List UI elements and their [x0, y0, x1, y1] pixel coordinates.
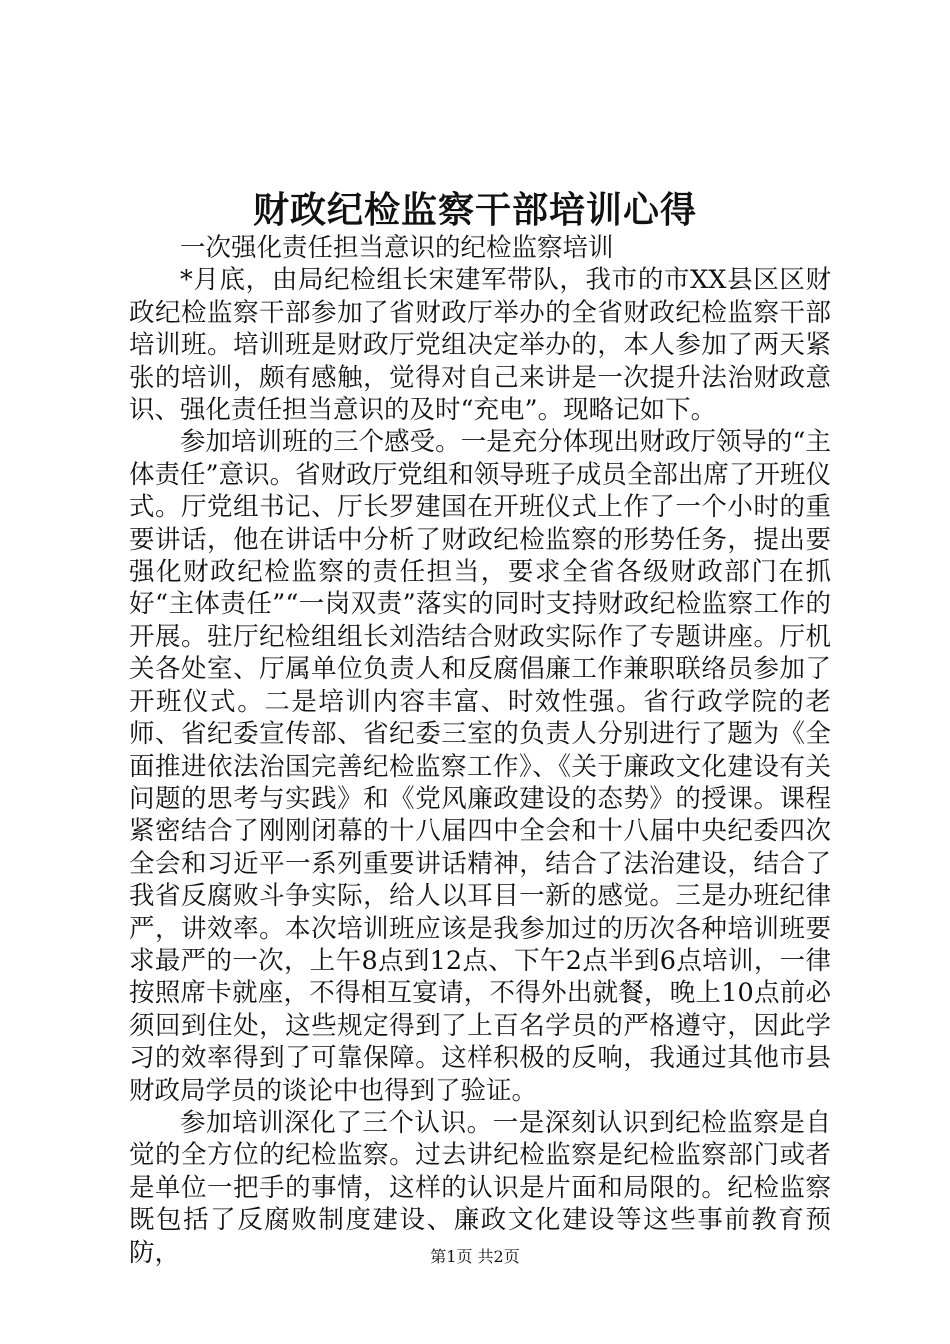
subtitle-paragraph: 一次强化责任担当意识的纪检监察培训: [180, 233, 614, 263]
document-title: 财政纪检监察干部培训心得: [252, 189, 697, 231]
body-paragraph: *月底，由局纪检组长宋建军带队，我市的市XX县区区财政纪检监察干部参加了省财政厅举办的全省财政纪检监察干部培训班。培训班是财政厅党组决定举办的，本人参加了两天紧张的培训，颇有感触，觉得对自己来讲是一次提升法治财政意识、强化责任担当意识的及时“充电”。现略记如下。: [129, 265, 831, 426]
document-body: [129, 232, 831, 1269]
page-footer: 第1页 共2页: [430, 1247, 520, 1266]
body-paragraph: 参加培训深化了三个认识。一是深刻认识到纪检监察是自觉的全方位的纪检监察。过去讲纪检监察是纪检监察部门或者是单位一把手的事情，这样的认识是片面和局限的。纪检监察既包括了反腐败制度建设、廉政文化建设等这些事前教育预防，: [129, 1107, 831, 1268]
body-paragraph: 参加培训班的三个感受。一是充分体现出财政厅领导的“主体责任”意识。省财政厅党组和领导班子成员全部出席了开班仪式。厅党组书记、厅长罗建国在开班仪式上作了一个小时的重要讲话，他在讲话中分析了财政纪检监察的形势任务，提出要强化财政纪检监察的责任担当，要求全省各级财政部门在抓好“主体责任”“一岗双责”落实的同时支持财政纪检监察工作的开展。驻厅纪检组组长刘浩结合财政实际作了专题讲座。厅机关各处室、厅属单位负责人和反腐倡廉工作兼职联络员参加了开班仪式。二是培训内容丰富、时效性强。省行政学院的老师、省纪委宣传部、省纪委三室的负责人分别进行了题为《全面推进依法治国完善纪检监察工作》、《关于廉政文化建设有关问题的思考与实践》和《党风廉政建设的态势》的授课。课程紧密结合了刚刚闭幕的十八届四中全会和十八届中央纪委四次全会和习近平一系列重要讲话精神，结合了法治建设，结合了我省反腐败斗争实际，给人以耳目一新的感觉。三是办班纪律严，讲效率。本次培训班应该是我参加过的历次各种培训班要求最严的一次，上午8点到12点、下午2点半到6点培训，一律按照席卡就座，不得相互宴请，不得外出就餐，晚上10点前必须回到住处，这些规定得到了上百名学员的严格遵守，因此学习的效率得到了可靠保障。这样积极的反响，我通过其他市县财政局学员的谈论中也得到了验证。: [129, 427, 831, 1106]
